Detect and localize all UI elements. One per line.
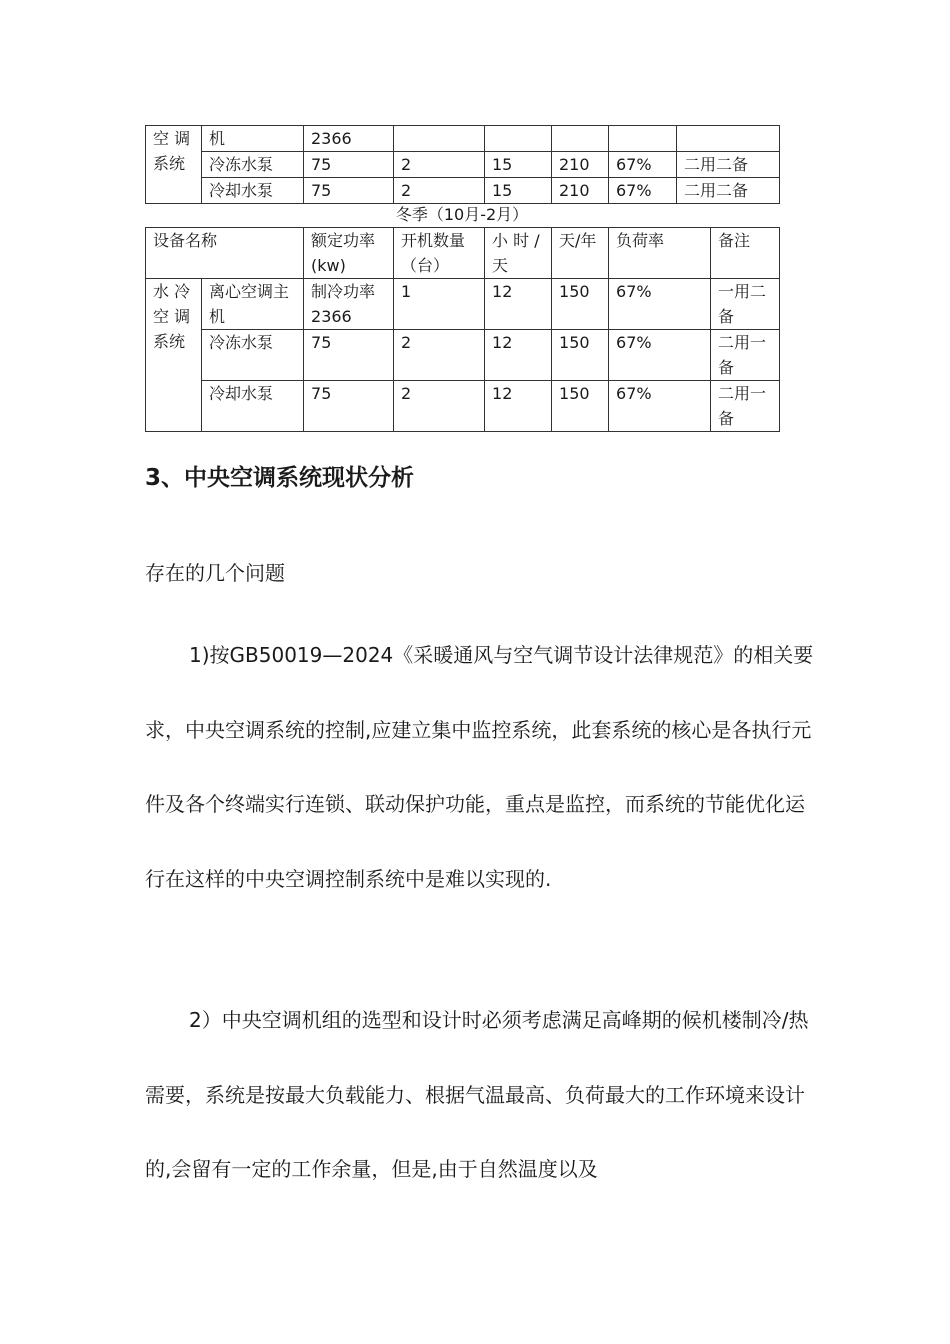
note-cell: 二用一备 [711, 330, 780, 381]
count-cell [394, 126, 485, 152]
name-cell: 冷却水泵 [202, 178, 304, 204]
header-hours: 小 时 / 天 [485, 228, 552, 279]
count-cell: 2 [394, 178, 485, 204]
power-cell: 75 [304, 152, 394, 178]
name-cell: 离心空调主机 [202, 279, 304, 330]
days-cell [552, 126, 609, 152]
table-row [146, 381, 780, 432]
load-cell: 67% [609, 152, 677, 178]
name-cell: 冷却水泵 [202, 381, 304, 432]
load-cell: 67% [609, 381, 711, 432]
table-row [146, 330, 780, 381]
count-cell: 2 [394, 330, 485, 381]
table-header-row [146, 228, 780, 279]
days-cell: 150 [552, 381, 609, 432]
name-cell: 机 [202, 126, 304, 152]
section-heading: 3、中央空调系统现状分析 [145, 465, 415, 491]
note-cell: 二用二备 [677, 152, 780, 178]
system-cell: 水 冷 空 调 系统 [146, 279, 202, 432]
load-cell: 67% [609, 330, 711, 381]
hours-cell [485, 126, 552, 152]
note-cell [677, 126, 780, 152]
paragraph-2: 2）中央空调机组的选型和设计时必须考虑满足高峰期的候机楼制冷/热需要，系统是按最大负载能力、根据气温最高、负荷最大的工作环境来设计的,会留有一定的工作余量，但是,由于自然温度以及 [145, 1008, 809, 1181]
table-row [146, 279, 780, 330]
days-cell: 150 [552, 330, 609, 381]
name-cell: 冷冻水泵 [202, 330, 304, 381]
hours-cell: 12 [485, 330, 552, 381]
days-cell: 150 [552, 279, 609, 330]
header-days: 天/年 [552, 228, 609, 279]
load-cell: 67% [609, 178, 677, 204]
paragraph-1: 1)按GB50019—2024《采暖通风与空气调节设计法律规范》的相关要求，中央空调系统的控制,应建立集中监控系统，此套系统的核心是各执行元件及各个终端实行连锁、联动保护功能，重点是监控，而系统的节能优化运行在这样的中央空调控制系统中是难以实现的. [145, 643, 814, 891]
table-row [146, 178, 780, 204]
count-cell: 1 [394, 279, 485, 330]
subheading: 存在的几个问题 [145, 561, 285, 585]
header-note: 备注 [711, 228, 780, 279]
load-cell: 67% [609, 279, 711, 330]
winter-caption: 冬季（10月-2月） [395, 205, 529, 224]
power-cell: 75 [304, 178, 394, 204]
days-cell: 210 [552, 178, 609, 204]
count-cell: 2 [394, 152, 485, 178]
header-power: 额定功率(kw) [304, 228, 394, 279]
hours-cell: 12 [485, 279, 552, 330]
table-row [146, 126, 780, 152]
days-cell: 210 [552, 152, 609, 178]
header-name: 设备名称 [146, 228, 304, 279]
summer-table-tail [145, 125, 780, 204]
hours-cell: 15 [485, 152, 552, 178]
power-cell: 2366 [304, 126, 394, 152]
system-cell: 空 调 系统 [146, 126, 202, 204]
note-cell: 一用二备 [711, 279, 780, 330]
note-cell: 二用二备 [677, 178, 780, 204]
header-count: 开机数量（台） [394, 228, 485, 279]
count-cell: 2 [394, 381, 485, 432]
hours-cell: 12 [485, 381, 552, 432]
note-cell: 二用一备 [711, 381, 780, 432]
name-cell: 冷冻水泵 [202, 152, 304, 178]
load-cell [609, 126, 677, 152]
header-load: 负荷率 [609, 228, 711, 279]
winter-table [145, 227, 780, 432]
power-cell: 75 [304, 381, 394, 432]
power-cell: 75 [304, 330, 394, 381]
hours-cell: 15 [485, 178, 552, 204]
power-cell: 制冷功率2366 [304, 279, 394, 330]
table-row [146, 152, 780, 178]
